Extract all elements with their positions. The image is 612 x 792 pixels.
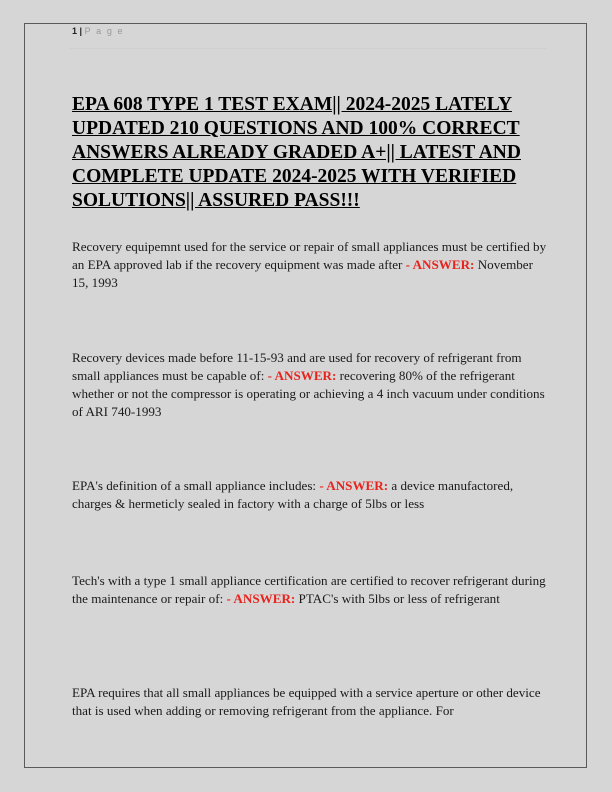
qa-item (72, 349, 552, 421)
page-number: 1 (72, 26, 78, 36)
header-separator: | (79, 26, 83, 36)
question-text: Recovery equipemnt used for the service or repair of small appliances must be certified by an EPA approved lab if the recovery equipment was made after (72, 239, 547, 272)
answer-text: PTAC's with 5lbs or less of refrigerant (298, 591, 500, 606)
page-header (72, 26, 124, 36)
question-text: EPA requires that all small appliances be equipped with a service aperture or other device that is used when adding or removing refrigerant from the appliance. For (72, 685, 541, 718)
qa-item (72, 572, 552, 608)
question-text: EPA's definition of a small appliance includes: (72, 478, 317, 493)
qa-item (72, 684, 552, 720)
answer-label: - ANSWER: (405, 257, 475, 272)
answer-text: November 15, 1993 (72, 257, 533, 290)
document-title: EPA 608 TYPE 1 TEST EXAM|| 2024-2025 LATELY UPDATED 210 QUESTIONS AND 100% CORRECT ANSWERS ALREADY GRADED A+|| LATEST AND COMPLETE UPDATE 2024-2025 WITH VERIFIED SOLUTIONS|| ASSURED PASS!!! (72, 94, 521, 211)
question-text: Tech's with a type 1 small appliance certification are certified to recover refrigerant during the maintenance or repair of: (72, 573, 546, 606)
question-text: Recovery devices made before 11-15-93 and are used for recovery of refrigerant from small appliances must be capable of: (72, 350, 522, 383)
answer-label: - ANSWER: (226, 591, 296, 606)
answer-text: recovering 80% of the refrigerant whether or not the compressor is operating or achieving a 4 inch vacuum under conditions of ARI 740-1993 (72, 368, 545, 419)
header-divider (70, 48, 546, 49)
answer-text: a device manufactored, charges & hermeticly sealed in factory with a charge of 5lbs or less (72, 478, 514, 511)
page-label: P a g e (84, 26, 125, 36)
qa-item (72, 477, 552, 513)
answer-label: - ANSWER: (267, 368, 337, 383)
answer-label: - ANSWER: (319, 478, 389, 493)
qa-item (72, 238, 552, 292)
